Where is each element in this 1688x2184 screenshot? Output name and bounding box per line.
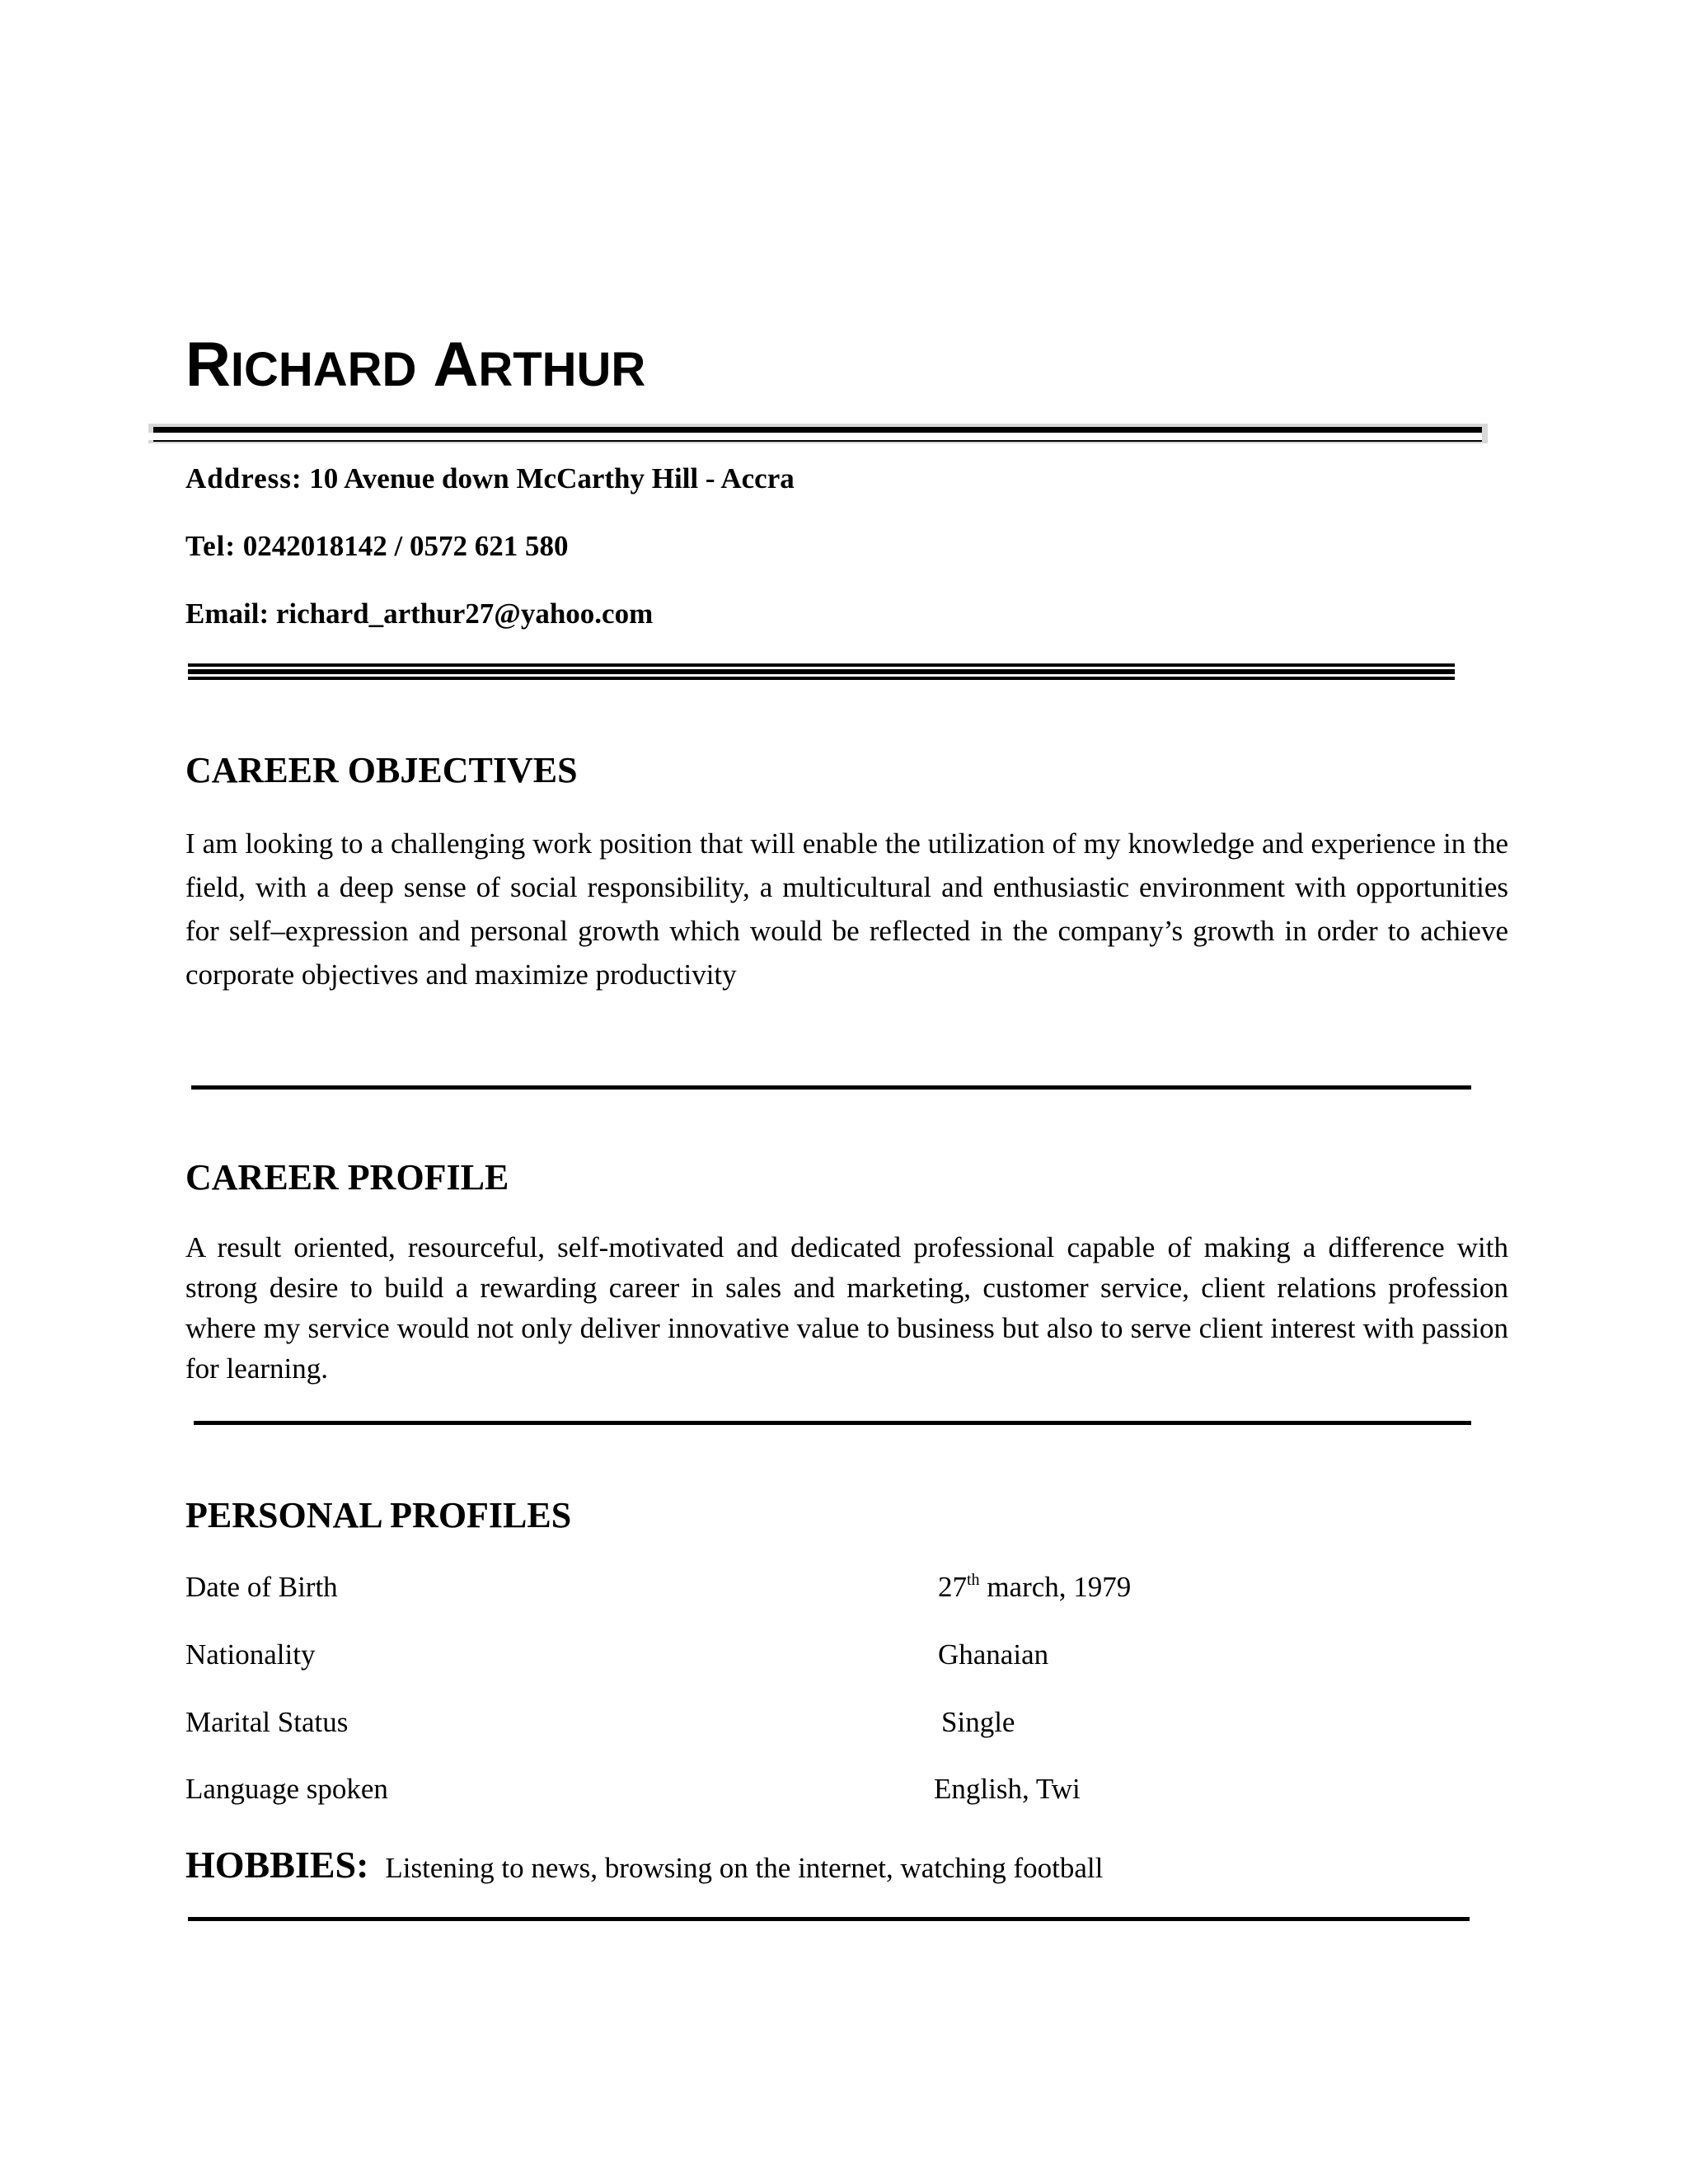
career-profile-text: A result oriented, resourceful, self-motivated and dedicated professional capable of making a difference with strong desire to build a rewarding career in sales and marketing, customer service, client relations profession where my service would not only deliver innovative value to business but also to serve client interest with passion for learning.: [185, 1231, 1508, 1385]
dob-rest: march, 1979: [979, 1571, 1132, 1603]
dob-day: 27: [938, 1571, 967, 1603]
name-last-initial: A: [433, 330, 479, 400]
career-objectives-text: I am looking to a challenging work position that will enable the utilization of my knowledge and experience in the field, with a deep sense of social responsibility, a multicultural and enthusiastic environment with opportunities for self–expression and personal growth which would be reflected in the company’s growth in order to achieve corporate objectives and maximize productivity: [185, 827, 1508, 991]
address-value: 10 Avenue down McCarthy Hill - Accra: [309, 462, 795, 494]
hobbies-text: Listening to news, browsing on the internet, watching football: [385, 1852, 1104, 1884]
career-profile-heading: CAREER PROFILE: [185, 1157, 509, 1197]
tel-value: 0242018142 / 0572 621 580: [242, 530, 569, 562]
header-rule: [153, 427, 1482, 433]
personal-profiles-heading: PERSONAL PROFILES: [185, 1495, 572, 1535]
contact-rule-2: [188, 669, 1455, 674]
header-rule-gap: [148, 433, 1482, 440]
contact-email: [185, 599, 653, 628]
dob-suffix: th: [967, 1571, 980, 1589]
name-last-rest: RTHUR: [478, 343, 646, 396]
objectives-divider: [191, 1085, 1471, 1090]
language-label: Language spoken: [185, 1773, 388, 1805]
career-objectives-heading: CAREER OBJECTIVES: [185, 750, 578, 790]
language-value: English, Twi: [934, 1773, 1081, 1805]
hobbies-divider: [188, 1917, 1470, 1921]
email-label: Email:: [185, 598, 270, 630]
profile-divider: [194, 1421, 1471, 1425]
marital-status-label: Marital Status: [185, 1706, 349, 1738]
hobbies-line: [185, 1846, 1103, 1884]
marital-status-value: Single: [941, 1706, 1015, 1738]
header-rule-thin: [153, 440, 1482, 442]
dob-label: Date of Birth: [185, 1571, 338, 1603]
contact-tel: [185, 532, 569, 560]
nationality-value: Ghanaian: [938, 1638, 1049, 1671]
contact-address: [185, 464, 795, 493]
hobbies-label: HOBBIES:: [185, 1844, 369, 1886]
contact-rule-1: [188, 663, 1455, 667]
candidate-name: [185, 330, 646, 400]
dob-value: [938, 1572, 1131, 1601]
nationality-label: Nationality: [185, 1638, 316, 1671]
email-value: richard_arthur27@yahoo.com: [275, 598, 654, 630]
address-label: Address:: [185, 462, 302, 494]
name-first-rest: ICHARD: [230, 343, 417, 396]
tel-label: Tel:: [185, 530, 237, 562]
contact-rule-3: [188, 677, 1455, 680]
name-first-initial: R: [185, 330, 231, 400]
